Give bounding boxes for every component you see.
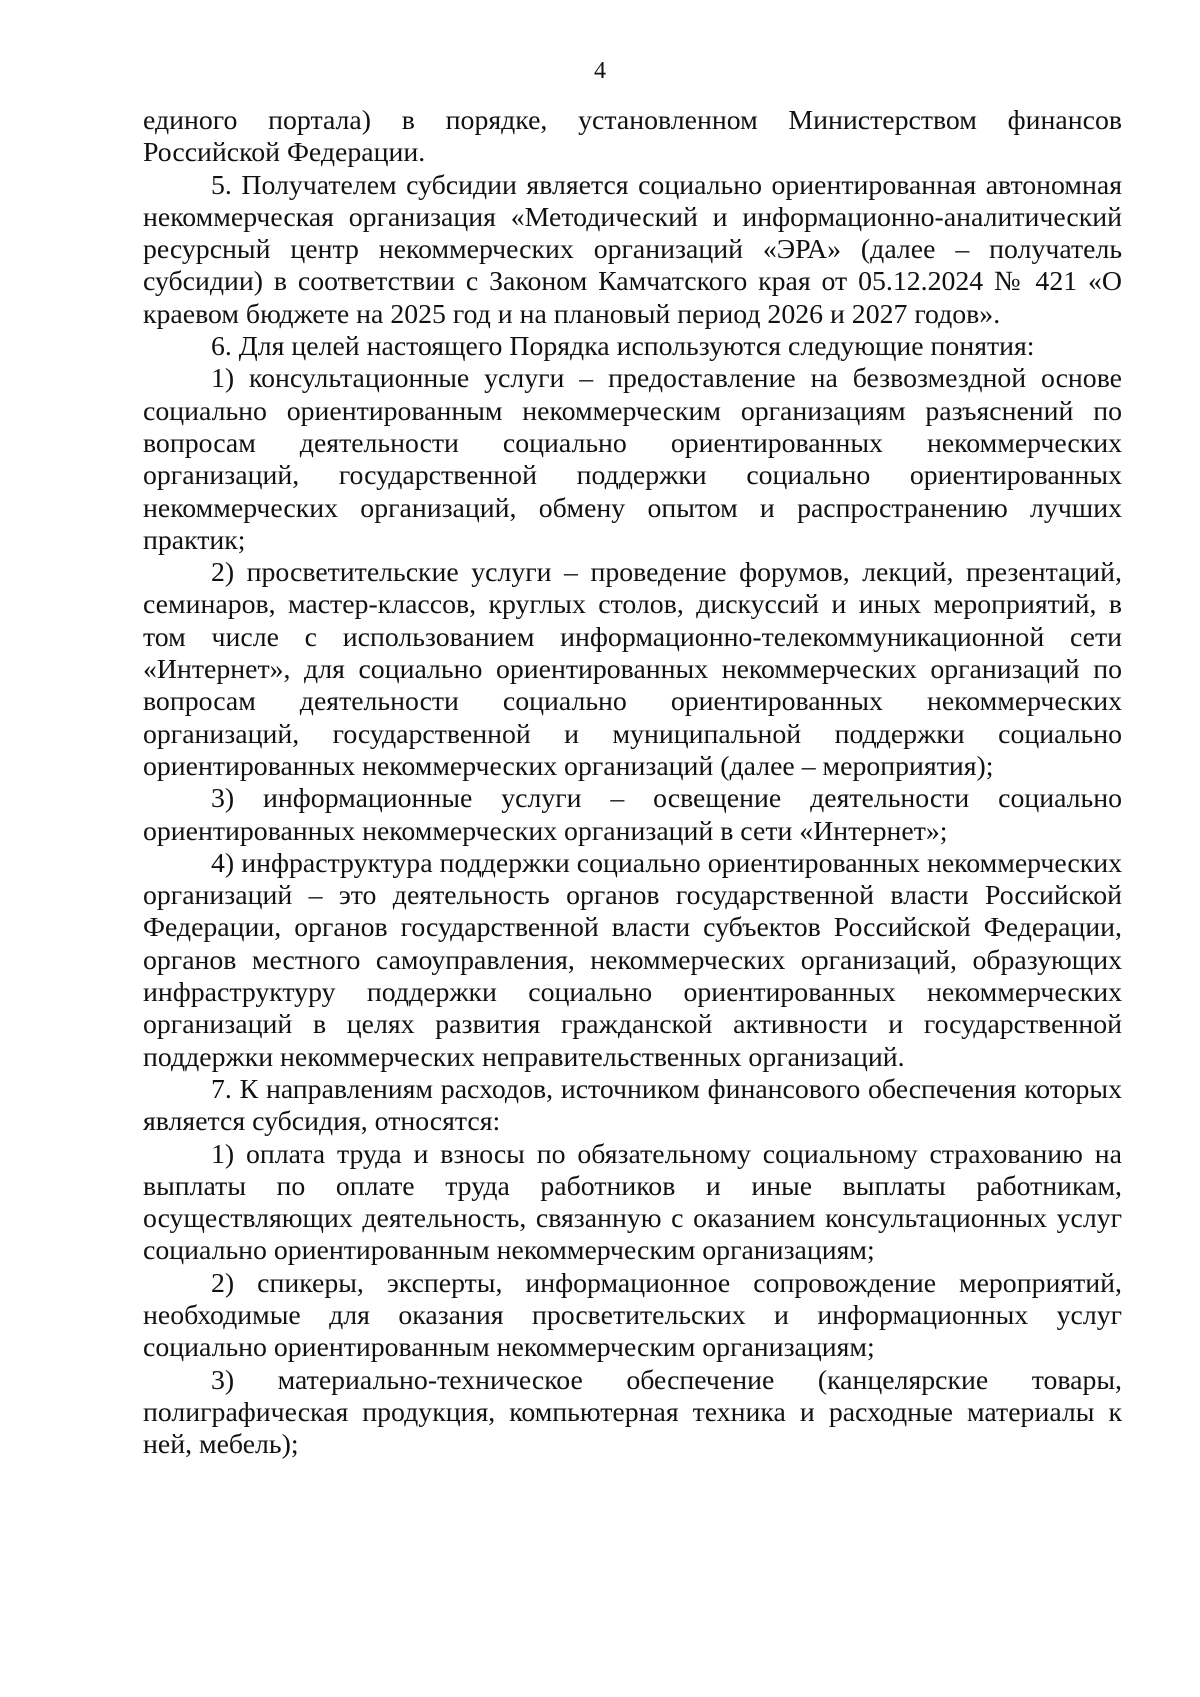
paragraph-item-5-recipient: 5. Получателем субсидии является социально ориентированная автономная некоммерческая организация «Методический и информационно-аналитический ресурсный центр некоммерческих организаций «ЭРА» (далее – получатель субсидии) в соответствии с Законом Камчатского края от 05.12.2024 № 421 «О краевом бюджете на 2025 год и на плановый период 2026 и 2027 годов». [143, 169, 1122, 330]
paragraph-definition-information: 3) информационные услуги – освещение деятельности социально ориентированных некоммерческих организаций в сети «Интернет»; [143, 783, 1122, 847]
page-number: 4 [594, 58, 606, 84]
paragraph-continuation: единого портала) в порядке, установленном Министерством финансов Российской Федерации. [143, 105, 1122, 169]
paragraph-definition-educational: 2) просветительские услуги – проведение форумов, лекций, презентаций, семинаров, мастер-классов, круглых столов, дискуссий и иных мероприятий, в том числе с использованием информационно-телекоммуникационной сети «Интернет», для социально ориентированных некоммерческих организаций по вопросам деятельности социально ориентированных некоммерческих организаций, государственной и муниципальной поддержки социально ориентированных некоммерческих организаций (далее – мероприятия); [143, 557, 1122, 782]
paragraph-expense-materials: 3) материально-техническое обеспечение (канцелярские товары, полиграфическая продукция, компьютерная техника и расходные материалы к ней, мебель); [143, 1364, 1122, 1461]
paragraph-expense-salary: 1) оплата труда и взносы по обязательному социальному страхованию на выплаты по оплате труда работников и иные выплаты работникам, осуществляющих деятельность, связанную с оказанием консультационных услуг социально ориентированным некоммерческим организациям; [143, 1138, 1122, 1267]
document-body [143, 105, 1122, 1461]
paragraph-item-7-expenses: 7. К направлениям расходов, источником финансового обеспечения которых является субсидия, относятся: [143, 1073, 1122, 1138]
paragraph-definition-infrastructure: 4) инфраструктура поддержки социально ориентированных некоммерческих организаций – это деятельность органов государственной власти Российской Федерации, органов государственной власти субъектов Российской Федерации, органов местного самоуправления, некоммерческих организаций, образующих инфраструктуру поддержки социально ориентированных некоммерческих организаций в целях развития гражданской активности и государственной поддержки некоммерческих неправительственных организаций. [143, 847, 1122, 1073]
paragraph-definition-consulting: 1) консультационные услуги – предоставление на безвозмездной основе социально ориентированным некоммерческим организациям разъяснений по вопросам деятельности социально ориентированных некоммерческих организаций, государственной поддержки социально ориентированных некоммерческих организаций, обмену опытом и распространению лучших практик; [143, 363, 1122, 556]
paragraph-item-6-definitions: 6. Для целей настоящего Порядка используются следующие понятия: [211, 331, 1035, 363]
paragraph-expense-speakers: 2) спикеры, эксперты, информационное сопровождение мероприятий, необходимые для оказания просветительских и информационных услуг социально ориентированным некоммерческим организациям; [143, 1267, 1122, 1364]
